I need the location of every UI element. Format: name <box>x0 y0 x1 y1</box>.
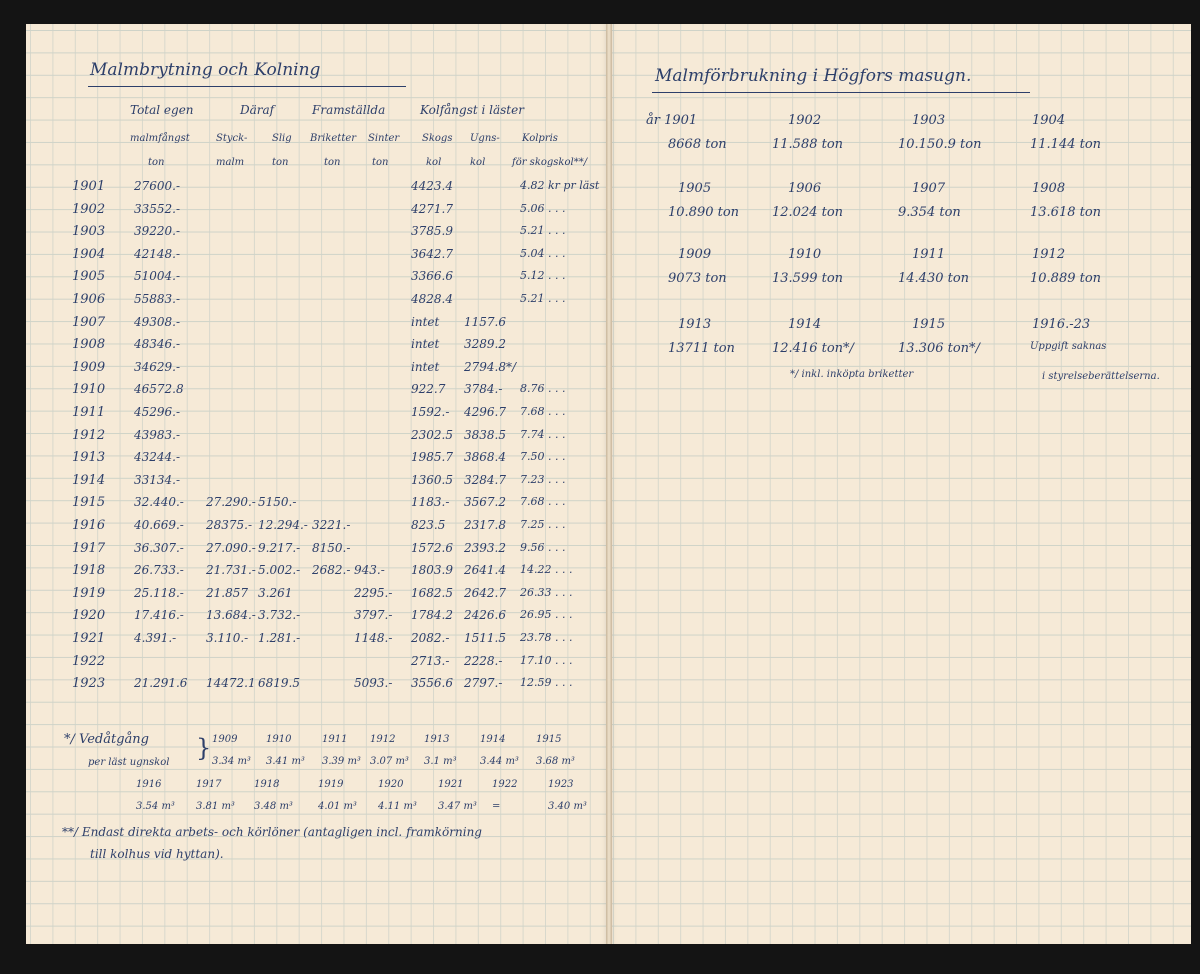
header-daraf: Däraf <box>240 103 275 117</box>
consumption-year: 1908 <box>1032 181 1066 196</box>
cell-year: 1922 <box>72 653 106 669</box>
cell-skogs: intet <box>411 359 440 374</box>
header-unit-kol-1: kol <box>426 157 442 168</box>
footnote-line-1: **/ Endast direkta arbets- och körlöner (antagligen incl. framkörning <box>62 825 482 839</box>
cell-year: 1909 <box>72 359 106 375</box>
cell-total: 55883.- <box>134 292 181 306</box>
note-value: 3.39 m³ <box>322 756 361 767</box>
header-malmfangst: malmfångst <box>130 133 190 144</box>
note-value: 3.07 m³ <box>370 756 409 767</box>
note-year: 1923 <box>548 779 574 790</box>
cell-ugns: 2797.- <box>464 676 503 691</box>
cell-pris: 7.68 . . . <box>520 405 566 418</box>
cell-brik: 2682.- <box>312 563 351 578</box>
cell-skogs: 1985.7 <box>411 450 453 465</box>
note-value: 4.01 m³ <box>318 801 357 812</box>
cell-slig: 1.281.- <box>258 631 301 645</box>
footnote-line-2: till kolhus vid hyttan). <box>90 847 224 861</box>
note-year: 1914 <box>480 734 506 745</box>
cell-year: 1911 <box>72 405 106 420</box>
header-unit-ton-4: ton <box>372 157 389 168</box>
cell-ugns: 3784.- <box>464 382 503 397</box>
note-year: 1912 <box>370 734 396 745</box>
cell-year: 1906 <box>72 292 106 307</box>
cell-pris: 7.74 . . . <box>520 427 566 441</box>
cell-pris: 7.68 . . . <box>520 495 566 509</box>
header-kolfangst: Kolfångst i läster <box>420 103 524 117</box>
note-value: 4.11 m³ <box>378 801 417 812</box>
cell-skogs: 2082.- <box>411 631 450 645</box>
header-ugns: Ugns- <box>470 133 500 144</box>
cell-skogs: 2713.- <box>411 653 450 668</box>
cell-year: 1907 <box>72 314 106 330</box>
cell-skogs: 823.5 <box>411 518 446 532</box>
cell-pris: 26.95 . . . <box>520 608 573 622</box>
cell-styck: 14472.1 <box>206 676 256 691</box>
note-vedatgang-label: */ Vedåtgång <box>64 732 149 747</box>
cell-slig: 3.732.- <box>258 608 301 623</box>
consumption-value: 11.588 ton <box>772 137 844 152</box>
cell-skogs: 3556.6 <box>411 676 453 691</box>
cell-pris: 26.33 . . . <box>520 585 573 599</box>
consumption-year: 1913 <box>678 317 712 332</box>
cell-skogs: intet <box>411 314 440 329</box>
note-year: 1918 <box>254 779 280 790</box>
cell-skogs: 1803.9 <box>411 563 453 578</box>
cell-ugns: 1157.6 <box>464 314 506 329</box>
right-title-underline <box>652 92 1030 93</box>
header-unit-malm: malm <box>216 157 245 168</box>
cell-ugns: 2317.8 <box>464 518 506 532</box>
note-value: 3.40 m³ <box>548 801 587 812</box>
note-per-last-label: per läst ugnskol <box>88 757 170 768</box>
cell-skogs: intet <box>411 337 440 352</box>
header-skogs: Skogs <box>422 133 453 144</box>
note-year: 1911 <box>322 734 348 745</box>
right-page-title: Malmförbrukning i Högfors masugn. <box>655 66 972 86</box>
cell-total: 49308.- <box>134 314 181 329</box>
consumption-year: 1914 <box>788 317 822 332</box>
cell-total: 46572.8 <box>134 382 184 397</box>
consumption-value: 9073 ton <box>668 271 727 286</box>
cell-pris: 5.04 . . . <box>520 246 566 260</box>
cell-skogs: 4828.4 <box>411 292 453 306</box>
header-unit-ton-2: ton <box>272 157 289 168</box>
cell-slig: 5.002.- <box>258 563 301 578</box>
cell-skogs: 1183.- <box>411 495 450 510</box>
cell-sinter: 5093.- <box>354 676 393 691</box>
header-slig: Slig <box>272 133 292 144</box>
cell-total: 25.118.- <box>134 585 184 600</box>
note-value: 3.54 m³ <box>136 801 175 812</box>
cell-skogs: 2302.5 <box>411 427 453 442</box>
header-styck: Styck- <box>216 133 248 144</box>
right-page <box>609 24 1191 944</box>
cell-skogs: 4423.4 <box>411 179 453 193</box>
cell-ugns: 4296.7 <box>464 405 506 419</box>
cell-total: 17.416.- <box>134 608 184 623</box>
cell-year: 1902 <box>72 201 106 217</box>
cell-ugns: 3838.5 <box>464 427 506 442</box>
cell-total: 26.733.- <box>134 563 184 578</box>
cell-sinter: 3797.- <box>354 608 393 623</box>
cell-total: 40.669.- <box>134 518 184 532</box>
cell-styck: 27.090.- <box>206 540 256 555</box>
consumption-year: 1903 <box>912 113 946 128</box>
cell-skogs: 3366.6 <box>411 269 453 284</box>
cell-total: 48346.- <box>134 337 181 352</box>
cell-total: 33552.- <box>134 201 181 216</box>
cell-pris: 7.23 . . . <box>520 472 566 486</box>
cell-total: 34629.- <box>134 359 181 374</box>
cell-total: 39220.- <box>134 224 181 239</box>
note-year: 1917 <box>196 779 222 790</box>
header-kolpris: Kolpris <box>522 133 558 144</box>
consumption-year: 1911 <box>912 247 946 262</box>
cell-ugns: 2228.- <box>464 653 503 668</box>
cell-skogs: 1592.- <box>411 405 450 419</box>
consumption-value: 12.024 ton <box>772 205 844 220</box>
cell-ugns: 3284.7 <box>464 472 506 487</box>
header-unit-ton-3: ton <box>324 157 341 168</box>
cell-year: 1905 <box>72 269 106 285</box>
note-value: 3.34 m³ <box>212 756 251 767</box>
cell-total: 43983.- <box>134 427 181 442</box>
cell-total: 36.307.- <box>134 540 184 555</box>
note-year: 1916 <box>136 779 162 790</box>
note-value: 3.48 m³ <box>254 801 293 812</box>
cell-year: 1904 <box>72 246 106 262</box>
cell-skogs: 1682.5 <box>411 585 453 600</box>
cell-pris: 7.25 . . . <box>520 518 566 531</box>
cell-total: 32.440.- <box>134 495 184 510</box>
cell-ugns: 3289.2 <box>464 337 506 352</box>
cell-skogs: 1784.2 <box>411 608 453 623</box>
cell-pris: 14.22 . . . <box>520 563 573 577</box>
cell-slig: 9.217.- <box>258 540 301 555</box>
consumption-year: 1915 <box>912 317 946 332</box>
note-year: 1919 <box>318 779 344 790</box>
cell-sinter: 943.- <box>354 563 385 578</box>
consumption-year: 1912 <box>1032 247 1066 262</box>
notebook-gutter <box>606 24 612 944</box>
cell-slig: 6819.5 <box>258 676 300 691</box>
note-year: 1920 <box>378 779 404 790</box>
header-briketter: Briketter <box>310 133 357 144</box>
note-value: 3.41 m³ <box>266 756 305 767</box>
note-value: 3.1 m³ <box>424 756 457 767</box>
cell-slig: 3.261 <box>258 585 293 600</box>
cell-year: 1910 <box>72 382 106 398</box>
cell-styck: 3.110.- <box>206 631 249 645</box>
cell-skogs: 3642.7 <box>411 246 453 261</box>
cell-total: 45296.- <box>134 405 181 419</box>
consumption-year: år 1901 <box>646 113 698 128</box>
note-year: 1922 <box>492 779 518 790</box>
cell-ugns: 3567.2 <box>464 495 506 510</box>
cell-total: 43244.- <box>134 450 181 465</box>
note-brace: } <box>196 734 212 762</box>
cell-skogs: 1360.5 <box>411 472 453 487</box>
left-page-title: Malmbrytning och Kolning <box>90 60 321 80</box>
cell-skogs: 3785.9 <box>411 224 453 239</box>
consumption-year: 1916.-23 <box>1032 317 1091 332</box>
cell-year: 1908 <box>72 337 106 353</box>
note-year: 1913 <box>424 734 450 745</box>
note-year: 1921 <box>438 779 464 790</box>
cell-year: 1918 <box>72 563 106 579</box>
cell-ugns: 2426.6 <box>464 608 506 623</box>
consumption-year: 1904 <box>1032 113 1066 128</box>
cell-brik: 3221.- <box>312 518 351 532</box>
cell-pris: 9.56 . . . <box>520 540 566 554</box>
cell-pris: 4.82 kr pr läst <box>520 179 600 192</box>
cell-year: 1921 <box>72 631 106 646</box>
note-styrelseberattelserna: i styrelseberättelserna. <box>1042 371 1160 382</box>
consumption-year: 1910 <box>788 247 822 262</box>
note-value: 3.47 m³ <box>438 801 477 812</box>
cell-ugns: 2393.2 <box>464 540 506 555</box>
consumption-year: 1907 <box>912 181 946 196</box>
cell-year: 1903 <box>72 224 106 240</box>
consumption-value: 14.430 ton <box>898 271 970 286</box>
cell-year: 1901 <box>72 179 106 194</box>
cell-total: 33134.- <box>134 472 181 487</box>
cell-styck: 21.731.- <box>206 563 256 578</box>
cell-brik: 8150.- <box>312 540 351 555</box>
cell-ugns: 2794.8*/ <box>464 359 517 374</box>
consumption-value: 10.150.9 ton <box>898 137 982 152</box>
note-value: 3.81 m³ <box>196 801 235 812</box>
note-value: 3.44 m³ <box>480 756 519 767</box>
cell-slig: 5150.- <box>258 495 297 510</box>
consumption-value: 13.599 ton <box>772 271 844 286</box>
cell-total: 4.391.- <box>134 631 177 645</box>
cell-year: 1915 <box>72 495 106 511</box>
consumption-value: 13.618 ton <box>1030 205 1102 220</box>
cell-styck: 27.290.- <box>206 495 256 510</box>
cell-year: 1917 <box>72 540 106 556</box>
header-unit-skogskol: för skogskol**/ <box>512 157 588 168</box>
note-year: 1915 <box>536 734 562 745</box>
cell-year: 1920 <box>72 608 106 624</box>
cell-skogs: 4271.7 <box>411 201 453 216</box>
note-year: 1910 <box>266 734 292 745</box>
consumption-value: 11.144 ton <box>1030 137 1102 152</box>
cell-sinter: 1148.- <box>354 631 393 645</box>
cell-total: 27600.- <box>134 179 181 193</box>
cell-total: 21.291.6 <box>134 676 188 691</box>
header-sinter: Sinter <box>368 133 400 144</box>
consumption-value: 8668 ton <box>668 137 727 152</box>
cell-pris: 5.21 . . . <box>520 224 566 238</box>
cell-pris: 5.06 . . . <box>520 201 566 215</box>
cell-year: 1914 <box>72 472 106 488</box>
consumption-value: Uppgift saknas <box>1030 341 1107 352</box>
cell-pris: 8.76 . . . <box>520 382 566 396</box>
header-framstallda: Framställda <box>312 103 386 117</box>
consumption-value: 9.354 ton <box>898 205 961 220</box>
cell-skogs: 922.7 <box>411 382 446 397</box>
consumption-year: 1905 <box>678 181 712 196</box>
cell-year: 1919 <box>72 585 106 601</box>
cell-sinter: 2295.- <box>354 585 393 600</box>
cell-pris: 23.78 . . . <box>520 631 573 644</box>
cell-year: 1913 <box>72 450 106 466</box>
cell-pris: 5.21 . . . <box>520 292 566 305</box>
cell-year: 1923 <box>72 676 106 692</box>
cell-ugns: 1511.5 <box>464 631 506 645</box>
header-unit-kol-2: kol <box>470 157 486 168</box>
cell-skogs: 1572.6 <box>411 540 453 555</box>
consumption-year: 1909 <box>678 247 712 262</box>
left-title-underline <box>88 86 406 87</box>
cell-pris: 12.59 . . . <box>520 676 573 690</box>
note-value: = <box>492 801 501 812</box>
header-total: Total egen <box>130 103 194 117</box>
cell-styck: 13.684.- <box>206 608 256 623</box>
cell-total: 42148.- <box>134 246 181 261</box>
cell-ugns: 2641.4 <box>464 563 506 578</box>
header-unit-ton-1: ton <box>148 157 165 168</box>
cell-pris: 5.12 . . . <box>520 269 566 283</box>
consumption-value: 12.416 ton*/ <box>772 341 854 356</box>
cell-styck: 21.857 <box>206 585 248 600</box>
consumption-year: 1906 <box>788 181 822 196</box>
cell-styck: 28375.- <box>206 518 253 532</box>
consumption-year: 1902 <box>788 113 822 128</box>
consumption-value: 10.890 ton <box>668 205 740 220</box>
consumption-value: 10.889 ton <box>1030 271 1102 286</box>
cell-pris: 7.50 . . . <box>520 450 566 464</box>
note-inkl-briketter: */ inkl. inköpta briketter <box>790 369 914 380</box>
note-year: 1909 <box>212 734 238 745</box>
note-value: 3.68 m³ <box>536 756 575 767</box>
cell-pris: 17.10 . . . <box>520 653 573 667</box>
cell-ugns: 2642.7 <box>464 585 506 600</box>
cell-year: 1916 <box>72 518 106 533</box>
cell-total: 51004.- <box>134 269 181 284</box>
cell-ugns: 3868.4 <box>464 450 506 465</box>
consumption-value: 13.306 ton*/ <box>898 341 980 356</box>
cell-slig: 12.294.- <box>258 518 308 532</box>
cell-year: 1912 <box>72 427 106 443</box>
consumption-value: 13711 ton <box>668 341 735 356</box>
